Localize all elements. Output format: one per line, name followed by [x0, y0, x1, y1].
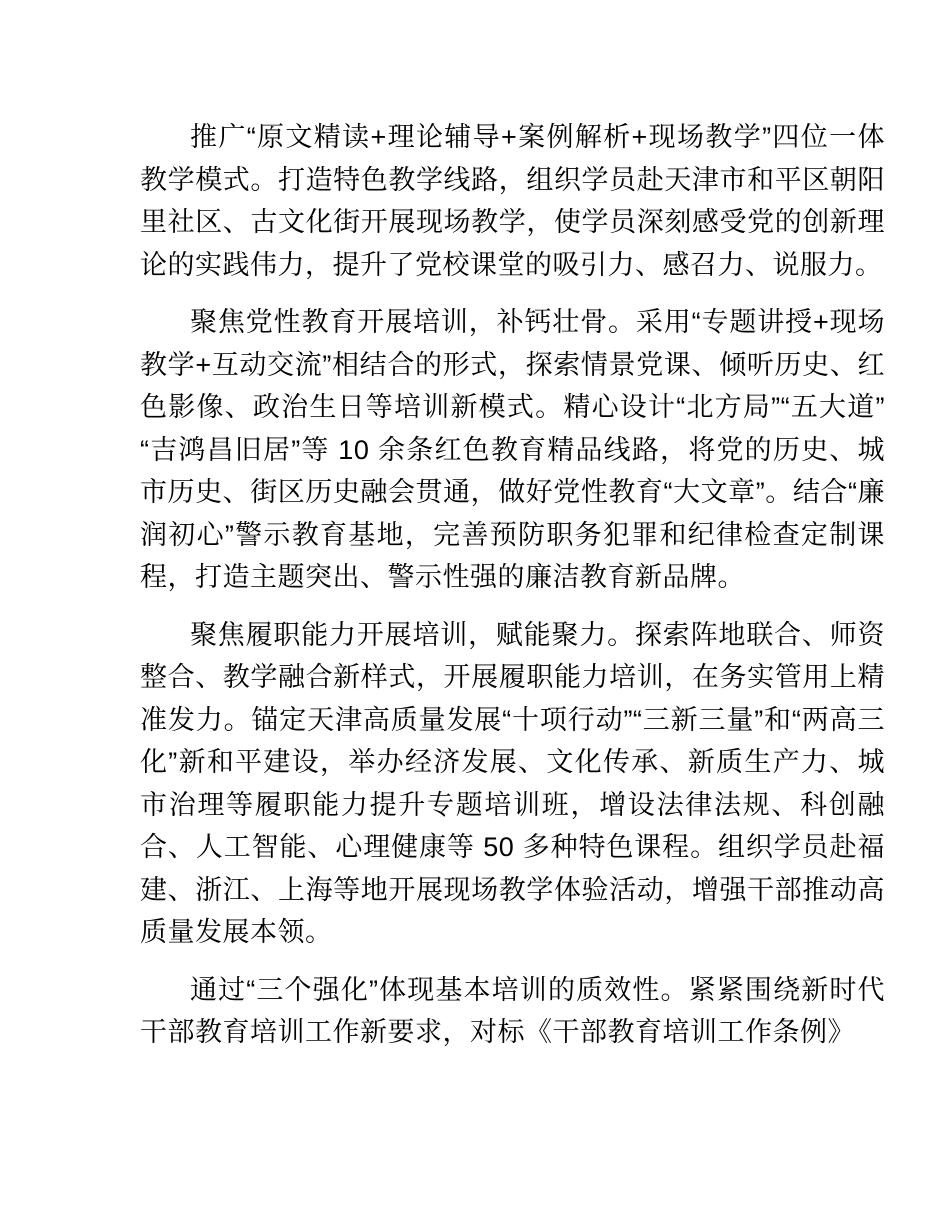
paragraph-teaching-mode: 推广“原文精读+理论辅导+案例解析+现场教学”四位一体教学模式。打造特色教学线路，组织学员赴天津市和平区朝阳里社区、古文化街开展现场教学，使学员深刻感受党的创新理论的实践伟力，提升了党校课堂的吸引力、感召力、说服力。: [140, 122, 885, 280]
paragraph-duty-capability-training: 聚焦履职能力开展培训，赋能聚力。探索阵地联合、师资整合、教学融合新样式，开展履职能力培训，在务实管用上精准发力。锚定天津高质量发展“十项行动”“三新三量”和“两高三化”新和平建设，举办经济发展、文化传承、新质生产力、城市治理等履职能力提升专题培训班，增设法律法规、科创融合、人工智能、心理健康等 50 多种特色课程。组织学员赴福建、浙江、上海等地开展现场教学体验活动，增强干部推动高质量发展本领。: [140, 619, 885, 947]
paragraph-party-spirit-education: 聚焦党性教育开展培训，补钙壮骨。采用“专题讲授+现场教学+互动交流”相结合的形式，探索情景党课、倾听历史、红色影像、政治生日等培训新模式。精心设计“北方局”“五大道”“吉鸿昌旧居”等 10 余条红色教育精品线路，将党的历史、城市历史、街区历史融会贯通，做好党性教育“大文章”。结合“廉润初心”警示教育基地，完善预防职务犯罪和纪律检查定制课程，打造主题突出、警示性强的廉洁教育新品牌。: [140, 307, 885, 592]
paragraph-three-strengthenings: 通过“三个强化”体现基本培训的质效性。紧紧围绕新时代干部教育培训工作新要求，对标《干部教育培训工作条例》: [140, 974, 885, 1047]
document-body: [140, 116, 885, 1054]
